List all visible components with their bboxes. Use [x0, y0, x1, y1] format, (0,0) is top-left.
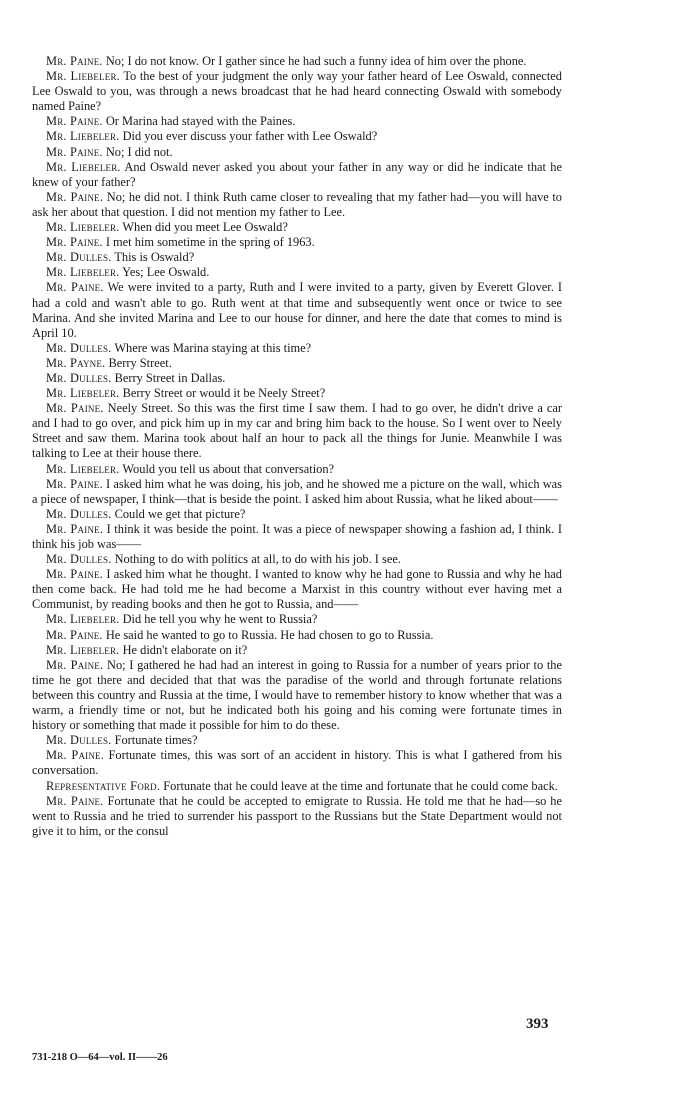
transcript-page [32, 54, 562, 839]
speaker-label: Mr. Paine. [46, 793, 104, 808]
transcript-paragraph [32, 552, 562, 567]
transcript-paragraph [32, 265, 562, 280]
speaker-label: Mr. Payne. [46, 355, 106, 370]
speaker-label: Mr. Dulles. [46, 250, 112, 265]
statement-text: When did you meet Lee Oswald? [122, 220, 288, 235]
statement-text: This is Oswald? [114, 250, 195, 265]
speaker-label: Mr. Dulles. [46, 506, 112, 521]
statement-text: Berry Street. [108, 355, 172, 370]
speaker-label: Mr. Dulles. [46, 370, 112, 385]
transcript-paragraph [32, 794, 562, 839]
speaker-label: Mr. Paine. [46, 657, 104, 672]
statement-text: Berry Street in Dallas. [114, 370, 226, 385]
speaker-label: Mr. Paine. [46, 144, 103, 159]
statement-text: I think it was beside the point. It was a piece of newspaper showing a fashion ad, I think. I think his job was—— [32, 521, 562, 551]
transcript-paragraph [32, 145, 562, 160]
speaker-label: Mr. Dulles. [46, 733, 112, 748]
transcript-paragraph [32, 567, 562, 612]
statement-text: He didn't elaborate on it? [122, 642, 248, 657]
speaker-label: Mr. Paine. [46, 748, 105, 763]
transcript-paragraph [32, 69, 562, 114]
transcript-paragraph [32, 386, 562, 401]
speaker-label: Mr. Dulles. [46, 340, 112, 355]
statement-text: We were invited to a party, Ruth and I were invited to a party, given by Everett Glover. I had a cold and wasn't able to go. Ruth went at that time and subsequently went once or twice to see Marina. And she invited Marina and Lee to our house for dinner, and here the date that comes to mind is April 10. [32, 280, 563, 340]
transcript-paragraph [32, 341, 562, 356]
speaker-label: Mr. Paine. [46, 235, 103, 250]
speaker-label: Mr. Liebeler. [46, 265, 120, 280]
statement-text: I met him sometime in the spring of 1963. [105, 235, 315, 250]
speaker-label: Mr. Paine. [46, 280, 104, 295]
statement-text: No; I do not know. Or I gather since he had such a funny idea of him over the phone. [105, 54, 527, 68]
speaker-label: Mr. Liebeler. [46, 642, 120, 657]
speaker-label: Mr. Paine. [46, 189, 104, 204]
transcript-paragraph [32, 477, 562, 507]
statement-text: Or Marina had stayed with the Paines. [105, 114, 296, 129]
statement-text: Where was Marina staying at this time? [114, 340, 312, 355]
speaker-label: Mr. Liebeler. [46, 129, 120, 144]
statement-text: I asked him what he thought. I wanted to know why he had gone to Russia and why he had then come back. He had told me he had become a Marxist in this country without ever having met a Communist, by reading books and then he got to Russia, and—— [32, 567, 562, 612]
transcript-paragraph [32, 643, 562, 658]
transcript-paragraph [32, 220, 562, 235]
transcript-paragraph [32, 748, 562, 778]
speaker-label: Mr. Dulles. [46, 552, 112, 567]
speaker-label: Mr. Paine. [46, 521, 104, 536]
speaker-label: Mr. Liebeler. [46, 159, 121, 174]
speaker-label: Mr. Paine. [46, 567, 103, 582]
statement-text: Nothing to do with politics at all, to do with his job. I see. [114, 552, 401, 567]
transcript-paragraph [32, 733, 562, 748]
transcript-paragraph [32, 235, 562, 250]
speaker-label: Mr. Paine. [46, 401, 104, 416]
statement-text: Fortunate that he could leave at the time and fortunate that he could come back. [163, 778, 558, 793]
transcript-paragraph [32, 371, 562, 386]
transcript-paragraph [32, 280, 562, 340]
transcript-paragraph [32, 129, 562, 144]
speaker-label: Mr. Liebeler. [46, 461, 120, 476]
statement-text: Did you ever discuss your father with Lee Oswald? [122, 129, 378, 144]
transcript-paragraph [32, 462, 562, 477]
speaker-label: Mr. Liebeler. [46, 612, 120, 627]
page-number: 393 [526, 1016, 549, 1032]
transcript-paragraph [32, 658, 562, 733]
statement-text: He said he wanted to go to Russia. He had chosen to go to Russia. [105, 627, 434, 642]
transcript-paragraph [32, 114, 562, 129]
speaker-label: Mr. Paine. [46, 627, 103, 642]
statement-text: No; I gathered he had had an interest in going to Russia for a number of years prior to the time he got there and decided that that was the paradise of the world and through fortunate relations between this country and Russia at the time, I would have to remember history to know whether that was a warm, a friendly time or not, but he indicated both his going and his coming were fortunate times in history or something that made it possible for him to do these. [32, 657, 562, 733]
transcript-paragraph [32, 356, 562, 371]
transcript-paragraph [32, 190, 562, 220]
statement-text: Fortunate times? [114, 733, 198, 748]
statement-text: Berry Street or would it be Neely Street? [122, 386, 326, 401]
speaker-label: Mr. Liebeler. [46, 69, 120, 84]
statement-text: No; he did not. I think Ruth came closer to revealing that my father had—you will have to ask her about that question. I did not mention my father to Lee. [32, 189, 563, 219]
speaker-label: Mr. Paine. [46, 476, 103, 491]
transcript-paragraph [32, 779, 562, 794]
statement-text: I asked him what he was doing, his job, and he showed me a picture on the wall, which was a piece of newspaper, I think—that is beside the point. I asked him about Russia, what he liked about—— [32, 476, 562, 506]
speaker-label: Mr. Liebeler. [46, 220, 120, 235]
transcript-paragraph [32, 54, 562, 69]
speaker-label: Mr. Paine. [46, 114, 103, 129]
transcript-paragraph [32, 628, 562, 643]
statement-text: No; I did not. [105, 144, 173, 159]
transcript-paragraph [32, 522, 562, 552]
transcript-paragraph [32, 612, 562, 627]
transcript-paragraph [32, 160, 562, 190]
statement-text: Could we get that picture? [114, 506, 246, 521]
statement-text: Fortunate times, this was sort of an accident in history. This is what I gathered from his conversation. [32, 748, 562, 778]
statement-text: Did he tell you why he went to Russia? [122, 612, 318, 627]
transcript-paragraph [32, 401, 562, 461]
statement-text: Fortunate that he could be accepted to emigrate to Russia. He told me that he had—so he went to Russia and he tried to surrender his passport to the Russians but the State Department would not give it to him, or the consul [32, 793, 562, 838]
statement-text: Would you tell us about that conversation? [122, 461, 335, 476]
statement-text: And Oswald never asked you about your father in any way or did he indicate that he knew of your father? [32, 159, 562, 189]
print-code: 731-218 O—64—vol. II——26 [32, 1052, 168, 1063]
statement-text: Yes; Lee Oswald. [122, 265, 210, 280]
statement-text: To the best of your judgment the only way your father heard of Lee Oswald, connected Lee Oswald to you, was through a news broadcast that he had heard connecting Oswald with somebody named Paine? [32, 69, 562, 114]
speaker-label: Mr. Liebeler. [46, 386, 120, 401]
transcript-paragraph [32, 507, 562, 522]
statement-text: Neely Street. So this was the first time I saw them. I had to go over, he didn't drive a car and I had to go over, and pick him up in my car and bring him back to the house. So I went over to Neely Street and saw them. Marina took about half an hour to pack all the things for Junie. Meanwhile I was talking to Lee at their house there. [32, 401, 563, 461]
speaker-label: Mr. Paine. [46, 54, 103, 68]
speaker-label: Representative Ford. [46, 778, 161, 793]
transcript-paragraph [32, 250, 562, 265]
